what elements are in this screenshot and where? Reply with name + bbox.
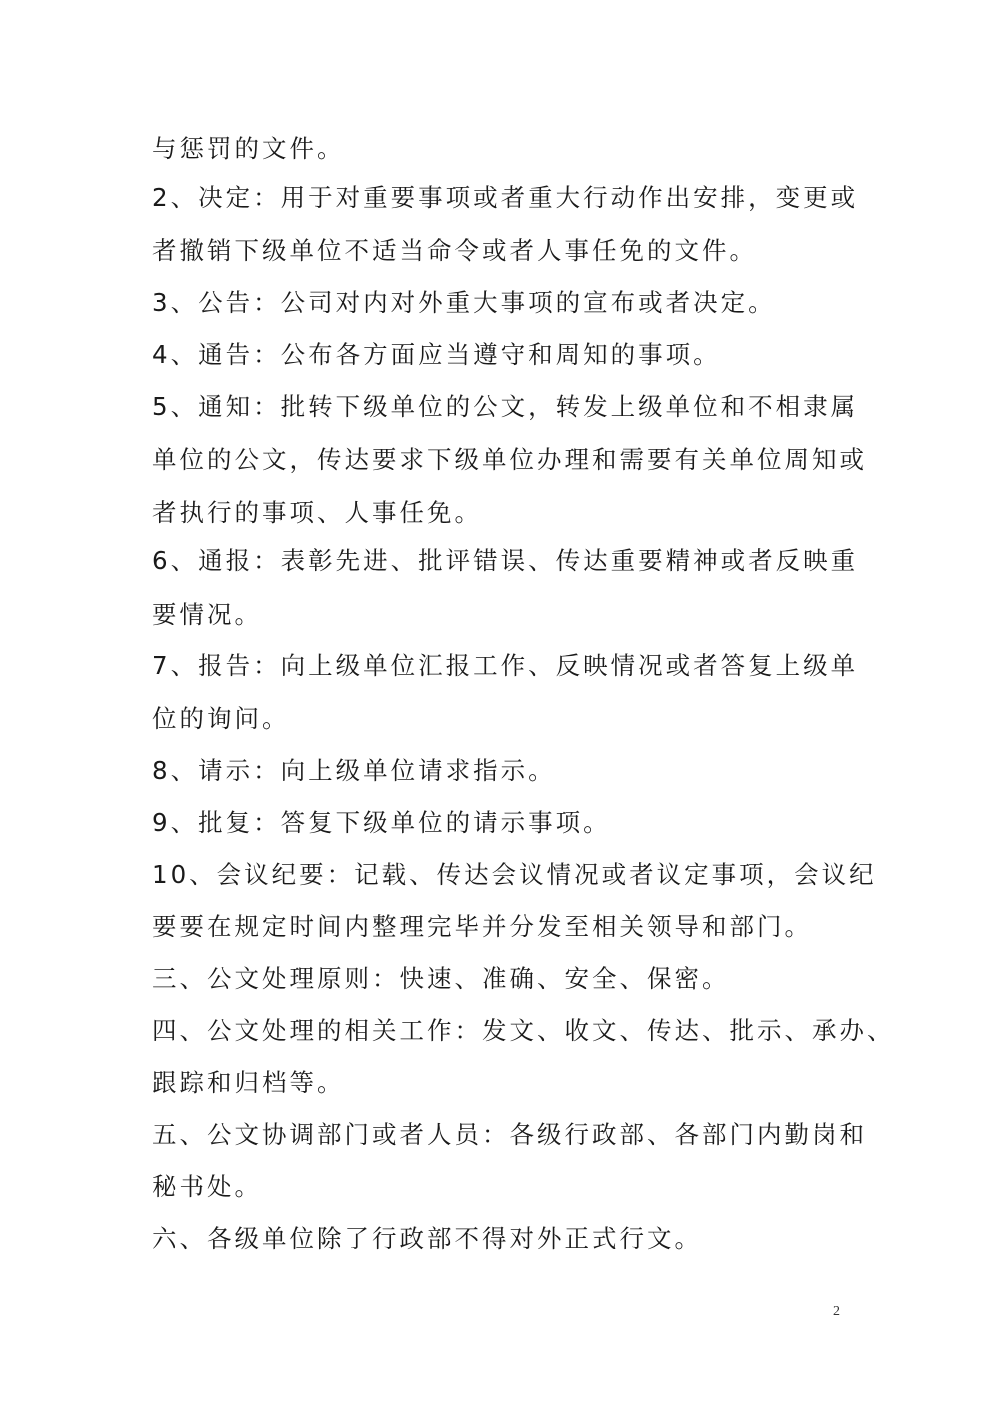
text-line: 位的询问。: [152, 704, 290, 733]
text-line: 9、批复：答复下级单位的请示事项。: [152, 808, 611, 837]
text-line: 五、公文协调部门或者人员：各级行政部、各部门内勤岗和: [152, 1120, 867, 1149]
text-line: 4、通告：公布各方面应当遵守和周知的事项。: [152, 340, 721, 369]
text-line: 秘书处。: [152, 1172, 262, 1201]
text-line: 者执行的事项、人事任免。: [152, 498, 482, 527]
text-line: 6、通报：表彰先进、批评错误、传达重要精神或者反映重: [152, 546, 859, 575]
text-line: 要要在规定时间内整理完毕并分发至相关领导和部门。: [152, 912, 812, 941]
text-line: 2、决定：用于对重要事项或者重大行动作出安排，变更或: [152, 183, 859, 212]
text-line: 10、会议纪要：记载、传达会议情况或者议定事项，会议纪: [152, 860, 877, 889]
text-line: 5、通知：批转下级单位的公文，转发上级单位和不相隶属: [152, 392, 859, 421]
text-line: 3、公告：公司对内对外重大事项的宣布或者决定。: [152, 288, 776, 317]
text-line: 单位的公文，传达要求下级单位办理和需要有关单位周知或: [152, 445, 867, 474]
page-number: 2: [833, 1304, 840, 1319]
text-line: 三、公文处理原则：快速、准确、安全、保密。: [152, 964, 730, 993]
text-line: 者撤销下级单位不适当命令或者人事任免的文件。: [152, 236, 757, 265]
text-line: 六、各级单位除了行政部不得对外正式行文。: [152, 1224, 702, 1253]
text-line: 与惩罚的文件。: [152, 134, 345, 163]
text-line: 要情况。: [152, 600, 262, 629]
text-line: 四、公文处理的相关工作：发文、收文、传达、批示、承办、: [152, 1016, 895, 1045]
text-line: 7、报告：向上级单位汇报工作、反映情况或者答复上级单: [152, 651, 859, 680]
text-line: 跟踪和归档等。: [152, 1068, 345, 1097]
text-line: 8、请示：向上级单位请求指示。: [152, 756, 556, 785]
